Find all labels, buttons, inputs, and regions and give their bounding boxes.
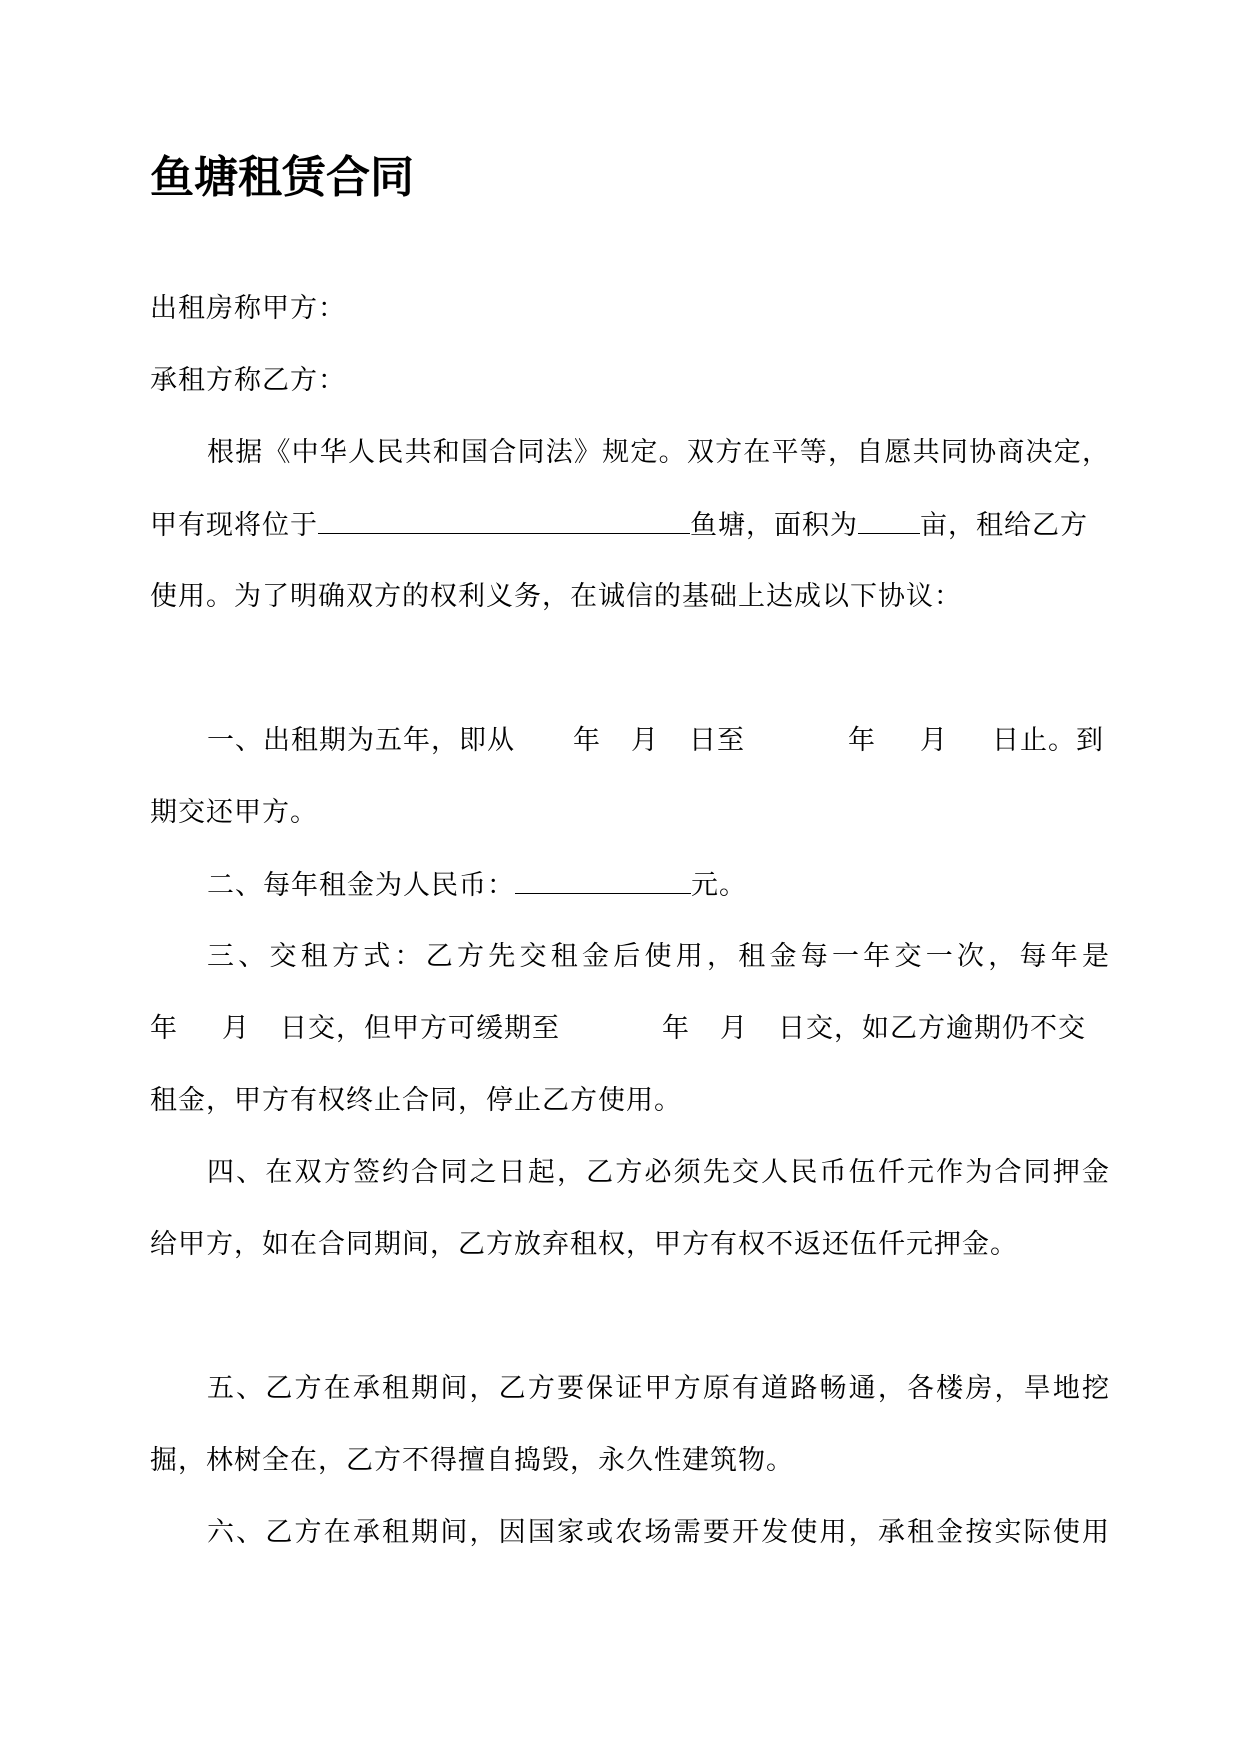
- clause-3-day-2: 日交，如乙方逾期仍不交: [778, 1013, 1086, 1044]
- clause-2-text: 二、每年租金为人民币：: [207, 870, 515, 901]
- clause-3-line-2: [150, 1009, 1110, 1049]
- clause-2-line: [207, 865, 1110, 906]
- clause-1-year-2: 年: [848, 725, 876, 756]
- clause-1-month-2: 月: [920, 725, 948, 756]
- party-a-line: 出租房称甲方：: [150, 293, 346, 324]
- location-blank: [318, 505, 690, 534]
- clause-3-month-1: 月: [222, 1013, 250, 1044]
- intro-line-2-c: 亩，租给乙方: [920, 510, 1088, 541]
- clause-3-line-1: 三、交租方式：乙方先交租金后使用，租金每一年交一次，每年是: [207, 941, 1110, 972]
- clause-1-line-1: [207, 721, 1110, 761]
- clause-5-line-1: 五、乙方在承租期间，乙方要保证甲方原有道路畅通，各楼房，旱地挖: [207, 1373, 1110, 1404]
- clause-4-line-1: 四、在双方签约合同之日起，乙方必须先交人民币伍仟元作为合同押金: [207, 1157, 1110, 1188]
- intro-line-2-b: 鱼塘，面积为: [690, 510, 858, 541]
- clause-3-year-1: 年: [150, 1013, 178, 1044]
- clause-3-year-2: 年: [662, 1013, 690, 1044]
- clause-6-line-1: 六、乙方在承租期间，因国家或农场需要开发使用，承租金按实际使用: [207, 1517, 1110, 1548]
- clause-1-line-2: 期交还甲方。: [150, 797, 318, 828]
- rent-amount-blank: [515, 865, 691, 894]
- clause-5-line-2: 掘，林树全在，乙方不得擅自捣毁，永久性建筑物。: [150, 1445, 794, 1476]
- clause-1-day-2: 日止。到: [992, 725, 1104, 756]
- clause-4-line-2: 给甲方，如在合同期间，乙方放弃租权，甲方有权不返还伍仟元押金。: [150, 1229, 1018, 1260]
- intro-line-3: 使用。为了明确双方的权利义务，在诚信的基础上达成以下协议：: [150, 581, 962, 612]
- party-b-line: 承租方称乙方：: [150, 365, 346, 396]
- clause-1-text: 一、出租期为五年，即从: [207, 725, 515, 756]
- clause-3-month-2: 月: [720, 1013, 748, 1044]
- clause-3-line-3: 租金，甲方有权终止合同，停止乙方使用。: [150, 1085, 682, 1116]
- intro-line-1: 根据《中华人民共和国合同法》规定。双方在平等，自愿共同协商决定，: [207, 437, 1110, 468]
- clause-1-year-1: 年: [573, 725, 601, 756]
- area-blank: [858, 505, 920, 534]
- clause-1-day-1: 日至: [689, 725, 745, 756]
- clause-3-day-1: 日交，但甲方可缓期至: [280, 1013, 560, 1044]
- document-title: 鱼塘租赁合同: [150, 152, 414, 203]
- intro-line-2-a: 甲有现将位于: [150, 510, 318, 541]
- clause-1-month-1: 月: [631, 725, 659, 756]
- clause-2-unit: 元。: [691, 870, 747, 901]
- intro-line-2: [150, 505, 1110, 546]
